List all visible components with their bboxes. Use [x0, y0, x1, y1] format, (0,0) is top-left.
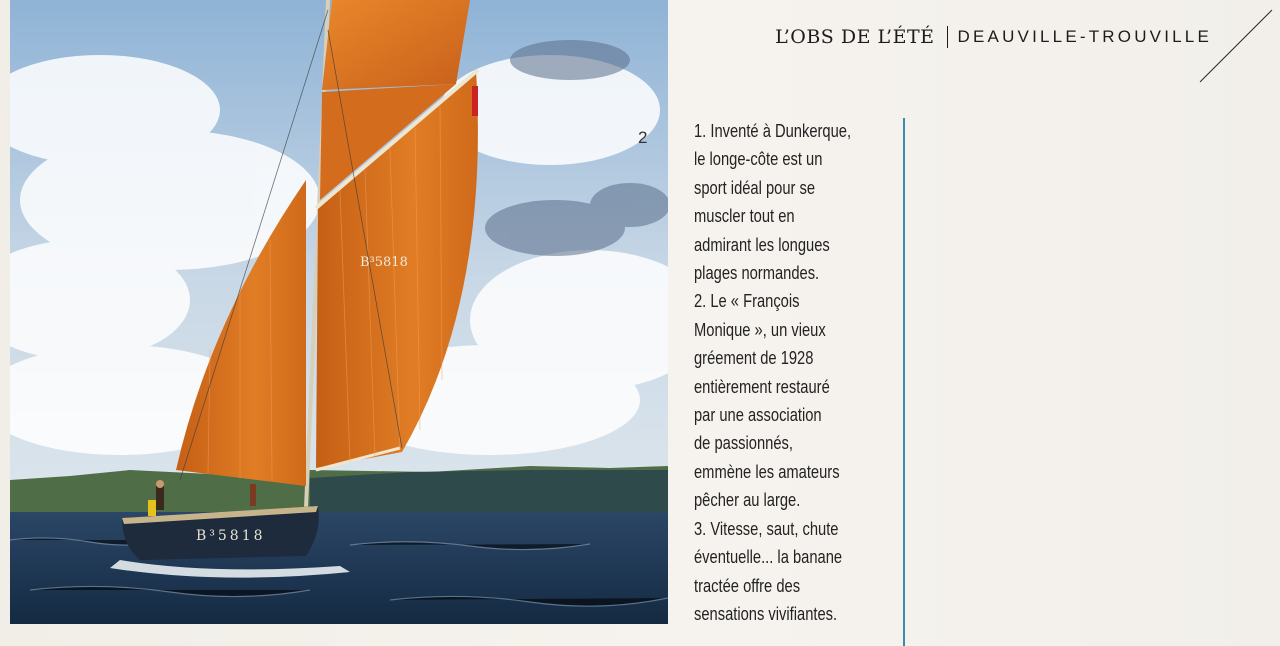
photo-caption: [694, 117, 852, 628]
caption-line: pêcher au large.: [694, 489, 801, 511]
caption-line: Monique », un vieux: [694, 318, 826, 340]
caption-line: sensations vivifiantes.: [694, 602, 838, 624]
caption-line: tractée offre des: [694, 574, 801, 596]
caption-line: 1. Inventé à Dunkerque,: [694, 120, 852, 141]
location-title: DEAUVILLE-TROUVILLE: [957, 27, 1212, 46]
magazine-section-title: L’OBS DE L’ÉTÉ: [775, 26, 935, 48]
caption-line: de passionnés,: [694, 432, 793, 454]
caption-line: emmène les amateurs: [694, 460, 840, 482]
page-bleed-through: [920, 140, 1280, 646]
caption-line: gréement de 1928: [694, 347, 814, 369]
column-divider: [903, 118, 905, 646]
caption-line: le longe-côte est un: [694, 148, 823, 170]
caption-line: admirant les longues: [694, 233, 830, 255]
hull-registration: B³5818: [196, 528, 266, 544]
caption-line: muscler tout en: [694, 205, 795, 227]
sail-registration: B³5818: [360, 255, 408, 270]
caption-line: plages normandes.: [694, 262, 820, 284]
caption-line: entièrement restauré: [694, 375, 830, 397]
photo-number: 2: [638, 128, 648, 147]
caption-line: sport idéal pour se: [694, 176, 816, 198]
caption-line: par une association: [694, 404, 822, 426]
caption-line: 3. Vitesse, saut, chute: [694, 517, 839, 539]
caption-line: 2. Le « François: [694, 290, 800, 312]
caption-line: éventuelle... la banane: [694, 546, 843, 568]
